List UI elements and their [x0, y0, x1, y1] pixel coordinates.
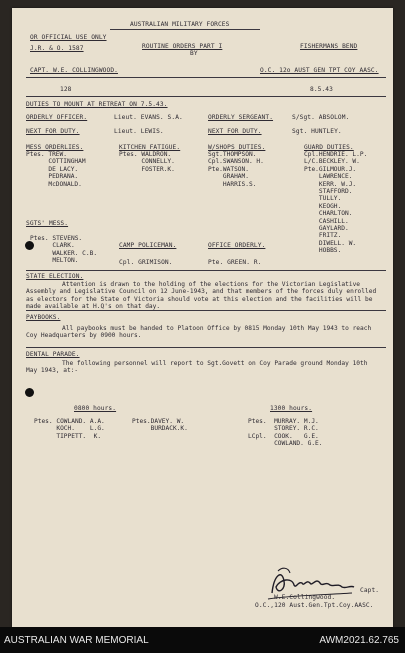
dental-parade-heading: DENTAL PARADE.	[26, 351, 80, 358]
archive-name: AUSTRALIAN WAR MEMORIAL	[4, 635, 149, 646]
next-for-duty-sergeant: Sgt. HUNTLEY.	[292, 128, 342, 135]
document-page	[12, 8, 393, 627]
kitchen-fatigue-label: KITCHEN FATIGUE.	[119, 144, 181, 151]
office-orderly-value: Pte. GREEN. R.	[208, 259, 262, 266]
next-for-duty-officer: Lieut. LEWIS.	[114, 128, 164, 135]
mess-orderlies-label: MESS ORDERLIES.	[26, 144, 84, 151]
divider	[26, 310, 386, 311]
punch-hole	[25, 388, 34, 397]
next-for-duty-label: NEXT FOR DUTY.	[208, 128, 262, 135]
archive-footer	[0, 627, 405, 653]
paybooks-heading: PAYBOOKS.	[26, 314, 61, 321]
orderly-sergeant-label: ORDERLY SERGEANT.	[208, 114, 274, 121]
state-election-text: Attention is drawn to the holding of the elections for the Victorian Legislative Assembly and Legislative Council on 12 June-1943, and that members of the forces duly enrolled as electors for the State of Victoria should vote at this election and the facilities will be made available at H.Q's on that day.	[26, 281, 377, 311]
unit-name: O.C. 12o AUST GEN TPT COY AASC.	[260, 67, 379, 74]
divider	[26, 96, 386, 97]
divider	[26, 270, 386, 271]
routine-orders-title: ROUTINE ORDERS PART I	[142, 43, 223, 50]
sgts-mess-list: Ptes. STEVENS. CLARK. WALKER. C.B. MELTON.	[30, 235, 98, 265]
signature-rank: Capt.	[360, 587, 380, 594]
order-number: 128	[60, 86, 72, 93]
signature-unit: O.C.,120 Aust.Gen.Tpt.Coy.AASC.	[255, 602, 374, 609]
dental-time-morning: 0800 hours.	[74, 405, 117, 412]
orderly-sergeant-value: S/Sgt. ABSOLOM.	[292, 114, 350, 121]
location: FISHERMANS BEND	[300, 43, 358, 50]
paybooks-text: All paybooks must be handed to Platoon Office by 0815 Monday 10th May 1943 to reach Coy Headquarters by 0900 hours.	[26, 325, 372, 340]
orderly-officer-label: ORDERLY OFFICER.	[26, 114, 88, 121]
dental-group-morning-2: Ptes.DAVEY. W. BURDACK.K.	[132, 418, 188, 433]
guard-duties-list: Cpl.HENDRIE. L.P. L/C.BECKLEY. W. Pte.GILMOUR.J. LAWRENCE. KERR. W.J. STAFFORD. TULLY. KEOGH. CHARLTON. CASHILL. GAYLARD. FRITZ. DIWELL. W. HOBBS.	[304, 151, 368, 255]
office-orderly-label: OFFICE ORDERLY.	[208, 242, 266, 249]
official-use-label: OR OFFICIAL USE ONLY	[30, 34, 107, 41]
dental-group-morning-1: Ptes. COWLAND. A.A. KOCH. L.G. TIPPETT. K.	[34, 418, 105, 440]
by-label: BY	[190, 50, 198, 57]
sgts-mess-label: SGTS' MESS.	[26, 220, 69, 227]
camp-policeman-value: Cpl. GRIMISON.	[119, 259, 173, 266]
dental-parade-text: The following personnel will report to Sgt.Govett on Coy Parade ground Monday 10th May 1943, at:-	[26, 360, 368, 375]
state-election-heading: STATE ELECTION.	[26, 273, 84, 280]
order-ref: J.R. & O. 1587	[30, 45, 84, 52]
orderly-officer-value: Lieut. EVANS. S.A.	[114, 114, 183, 121]
wshops-duties-label: W/SHOPS DUTIES.	[208, 144, 266, 151]
dental-group-afternoon: Ptes. MURRAY. M.J. STOREY. R.C. LCpl. COOK. G.E. COWLAND. G.E.	[248, 418, 323, 448]
divider	[26, 347, 386, 348]
archive-item-id: AWM2021.62.765	[319, 635, 399, 646]
doc-title: AUSTRALIAN MILITARY FORCES	[130, 21, 230, 28]
divider	[26, 77, 386, 78]
mess-orderlies-list: Ptes. TREW. COTTINGHAM DE LACY. PEDRANA. McDONALD.	[26, 151, 86, 188]
next-for-duty-label: NEXT FOR DUTY.	[26, 128, 80, 135]
dental-time-afternoon: 1300 hours.	[270, 405, 313, 412]
divider	[110, 29, 260, 30]
order-date: 8.5.43	[310, 86, 333, 93]
wshops-duties-list: Sgt.THOMPSON. Cpl.SWANSON. H. Pte.WATSON. GRAHAM. HARRIS.S.	[208, 151, 264, 188]
signature-name: W.E.Collingwood.	[274, 594, 336, 601]
duties-heading: DUTIES TO MOUNT AT RETREAT ON 7.5.43.	[26, 101, 168, 108]
issuing-officer: CAPT. W.E. COLLINGWOOD.	[30, 67, 118, 74]
guard-duties-label: GUARD DUTIES.	[304, 144, 354, 151]
camp-policeman-label: CAMP POLICEMAN.	[119, 242, 177, 249]
kitchen-fatigue-list: Ptes. WALDRON. CONNELLY. FOSTER.K.	[119, 151, 175, 173]
